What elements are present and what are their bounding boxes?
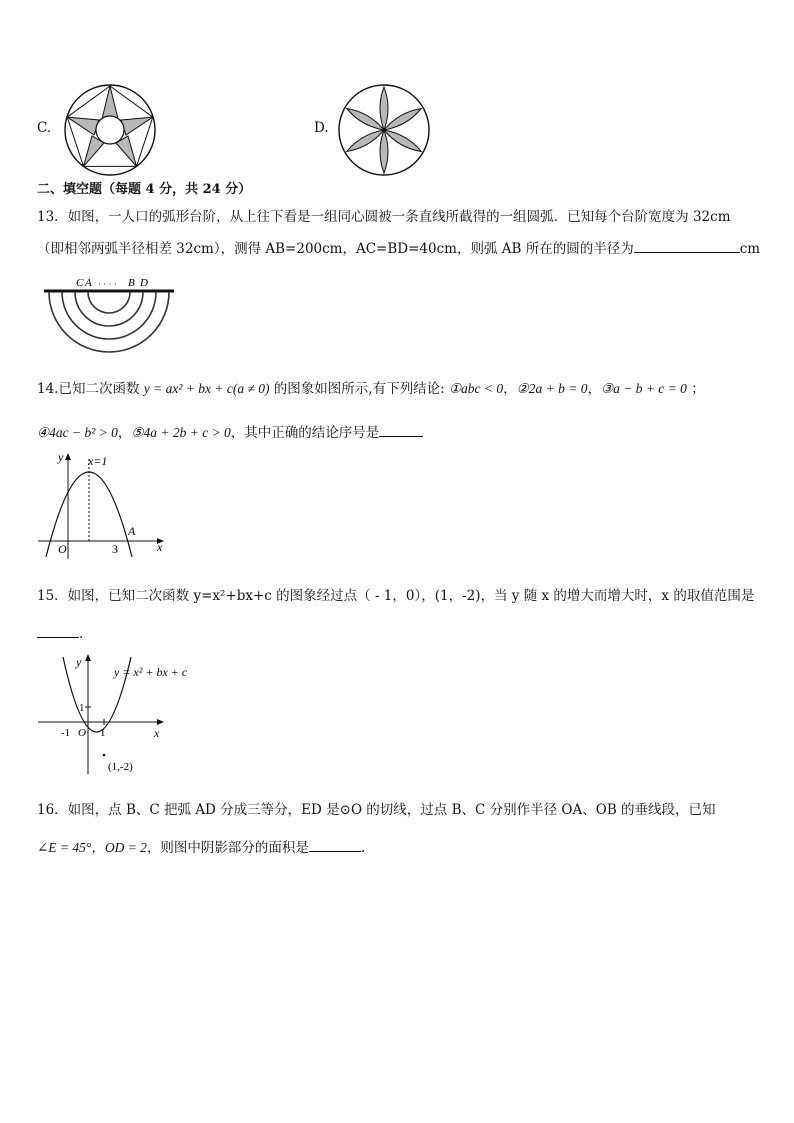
q15-line2	[37, 623, 83, 644]
q14-y-label: y	[58, 450, 64, 464]
q14-parabola-figure	[36, 447, 170, 562]
q15-point-label: (1,-2)	[108, 761, 133, 773]
q16-line1: 16．如图，点 B、C 把弧 AD 分成三等分，ED 是⊙O 的切线，过点 B、C 分别作半径 OA、OB 的垂线段，已知	[37, 802, 716, 818]
q14-suffix: 的图象如图所示,有下列结论:	[269, 381, 449, 397]
q13-label-a: A	[85, 277, 92, 289]
q14-line2-suffix: ，其中正确的结论序号是	[230, 425, 380, 441]
q14-conclusion-2: ②2a + b = 0	[516, 381, 588, 396]
q15-tick-y1: 1	[79, 702, 85, 714]
q13-answer-blank	[634, 238, 740, 253]
q15-tick-x1: 1	[100, 727, 106, 739]
q14-answer-blank	[379, 422, 423, 437]
q13-line1: 13．如图，一人口的弧形台阶，从上往下看是一组同心圆被一条直线所截得的一组圆弧．已知每个台阶宽度为 32cm	[37, 209, 731, 225]
q15-answer-blank	[37, 623, 79, 638]
q14-axis-label: x=1	[88, 454, 108, 468]
q13-label-b: B	[128, 277, 135, 289]
q13-steps-figure	[40, 272, 180, 354]
q16-od: ，OD = 2	[91, 840, 147, 855]
q14-function: y = ax² + bx + c(a ≠ 0)	[143, 381, 270, 396]
q13-line2	[37, 238, 760, 259]
q14-conclusion-1: ①abc < 0	[448, 381, 504, 396]
q15-x-label: x	[154, 726, 160, 740]
q13-line2-text: （即相邻两弧半径相差 32cm），测得 AB=200cm，AC=BD=40cm，则弧 AB 所在的圆的半径为	[37, 241, 634, 257]
q13-unit: cm	[739, 241, 761, 257]
q15-y-label: y	[76, 655, 82, 669]
q14-conclusion-5: ⑤4a + 2b + c > 0	[131, 425, 231, 440]
q14-conclusion-4: ④4ac − b² > 0	[37, 425, 118, 440]
option-d-label: D.	[314, 120, 329, 136]
q16-line2-text: ，则图中阴影部分的面积是	[146, 840, 309, 856]
q16-line2	[37, 837, 365, 858]
q16-end: .	[360, 840, 366, 856]
q16-answer-blank	[309, 837, 361, 852]
q15-line1: 15．如图，已知二次函数 y=x²+bx+c 的图象经过点（ - 1，0），(1，-2)，当 y 随 x 的增大而增大时，x 的取值范围是	[37, 588, 755, 604]
q14-line1: 14.已知二次函数 y = ax² + bx + c(a ≠ 0) 的图象如图所示,有下列结论: ①abc < 0，②2a + b = 0，③a − b + c = 0 ；	[37, 381, 705, 397]
option-c-figure	[60, 83, 164, 179]
q15-parabola-figure	[36, 652, 206, 777]
q13-label-d: D	[140, 277, 148, 289]
option-c-label: C.	[37, 120, 52, 136]
q15-func-label: y = x² + bx + c	[114, 665, 188, 679]
q16-angle: ∠E = 45°	[37, 840, 92, 855]
q14-point-a: A	[128, 524, 136, 538]
q14-tick-3: 3	[112, 542, 118, 556]
q14-line2: ④4ac − b² > 0，⑤4a + 2b + c > 0，其中正确的结论序号是	[37, 422, 423, 443]
q14-origin-label: O	[58, 542, 67, 556]
q13-label-dots: · · · ·	[98, 279, 117, 289]
q15-origin-label: O	[78, 727, 86, 739]
q15-end: .	[79, 626, 84, 642]
option-d-figure	[336, 82, 432, 178]
section-heading: 二、填空题（每题 4 分，共 24 分）	[37, 182, 252, 197]
q14-conclusion-3: ③a − b + c = 0	[600, 381, 687, 396]
q13-label-c: C	[76, 277, 84, 289]
q14-prefix: 14.已知二次函数	[37, 381, 144, 397]
q14-x-label: x	[157, 540, 163, 554]
q15-tick-neg1: -1	[61, 727, 71, 739]
